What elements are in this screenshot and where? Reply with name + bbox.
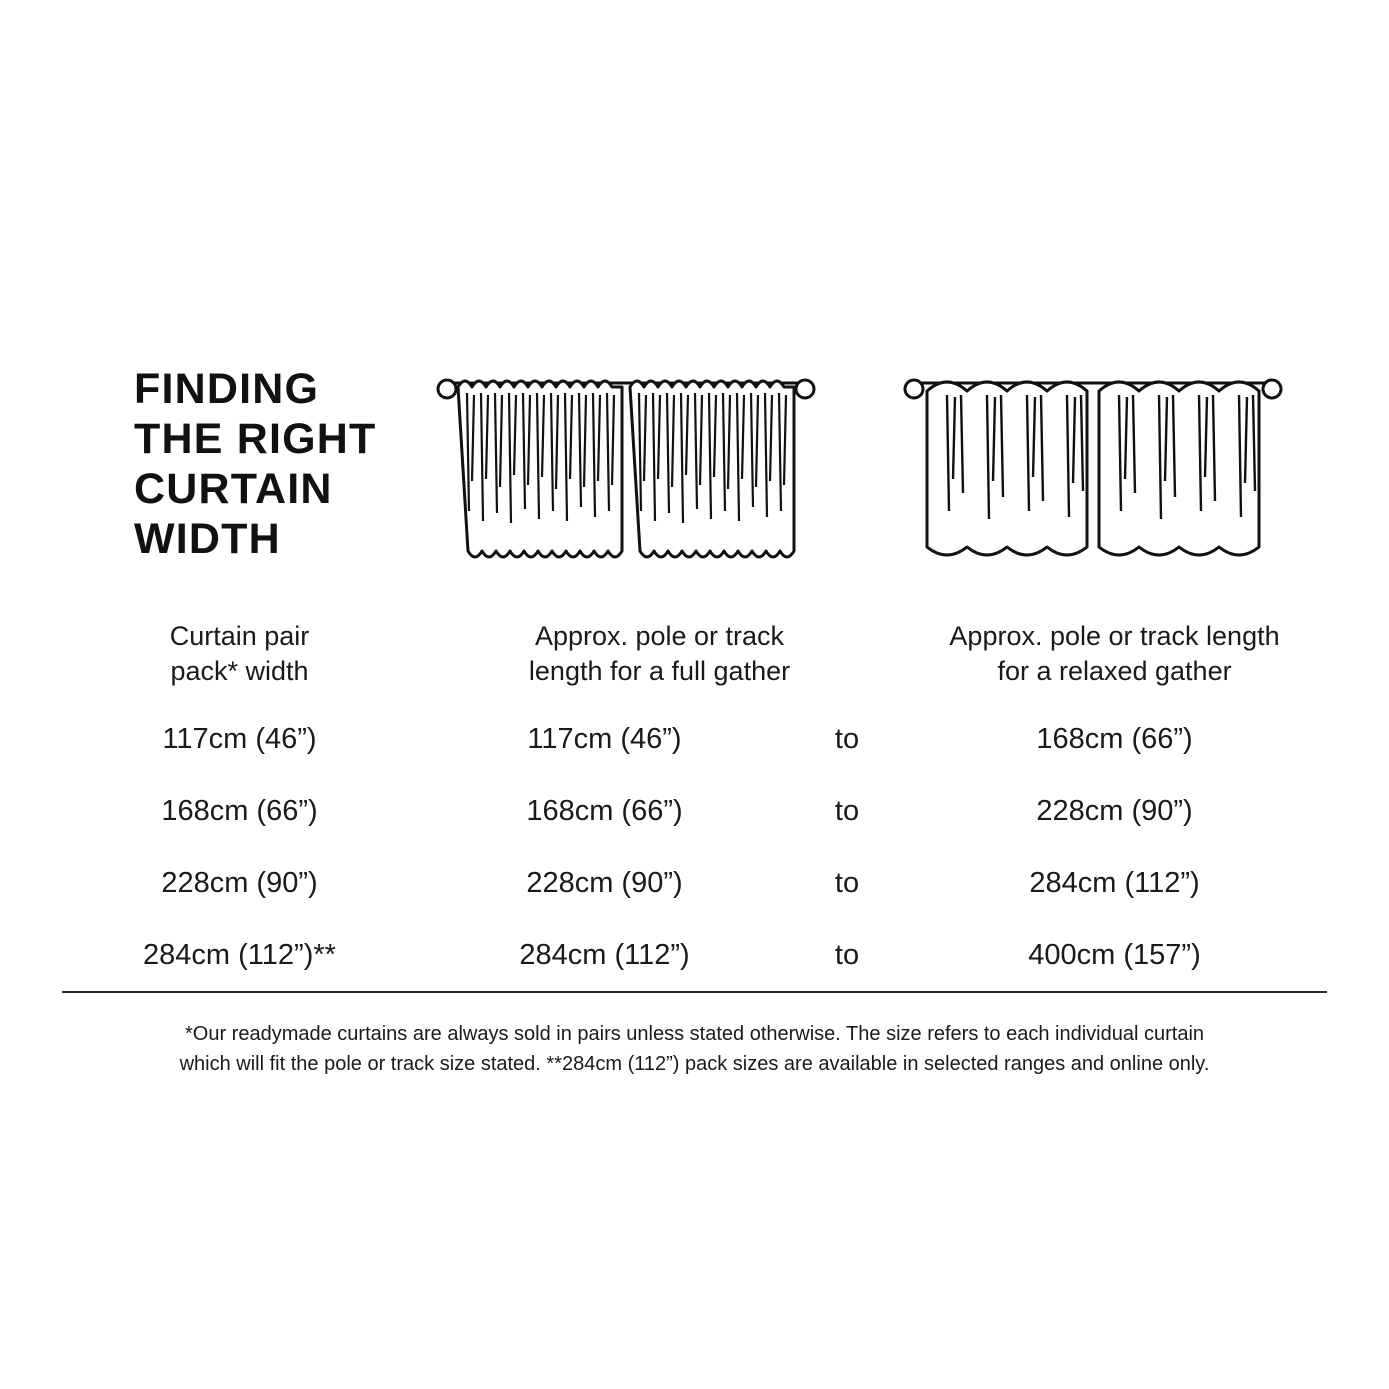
footnote-line-1: *Our readymade curtains are always sold in pairs unless stated otherwise. The size refers to each individual curtain [184,1023,1205,1045]
header-cell-full-gather [417,605,902,703]
table-row [62,703,1327,775]
page-title-line-3: CURTAIN [134,464,333,513]
page-title-line-2: THE RIGHT [134,414,377,463]
header-full-line-2: length for a full gather [528,656,791,686]
cell-full-gather: 284cm (112”) [417,919,792,992]
cell-pack-width: 168cm (66”) [161,794,318,827]
header-cell-pack-width [62,605,417,703]
cell-to: to [792,919,902,992]
header-relaxed-line-2: for a relaxed gather [997,656,1232,686]
page-title-line-4: WIDTH [134,514,281,563]
cell-full-gather: 228cm (90”) [526,866,683,899]
header-row [62,355,1327,605]
header-pack-line-2: pack* width [170,656,309,686]
page-title [62,355,392,565]
table-row [62,919,1327,992]
header-full-line-1: Approx. pole or track [534,621,785,652]
header-relaxed-line-1: Approx. pole or track length [949,621,1280,652]
full-gather-curtain-icon [436,361,816,571]
illustration-group [392,355,1327,571]
cell-pack-width: 228cm (90”) [161,866,318,899]
cell-pack-width: 117cm (46”) [162,722,317,755]
cell-to: to [834,722,860,755]
cell-relaxed-gather: 228cm (90”) [1036,794,1193,827]
content-container [62,355,1327,1079]
cell-full-gather: 117cm (46”) [527,722,682,755]
page-title-line-1: FINDING [134,365,320,413]
cell-full-gather: 168cm (66”) [526,794,683,827]
cell-to: to [834,794,860,827]
footnote-line-2: which will fit the pole or track size stated. **284cm (112”) pack sizes are available in selected ranges and online only. [179,1053,1210,1075]
table-row [62,847,1327,919]
header-cell-relaxed-gather [902,605,1327,703]
curtain-width-table [62,605,1327,993]
footnote [62,1019,1327,1079]
table-row [62,775,1327,847]
relaxed-gather-curtain-icon [903,361,1283,571]
header-pack-line-1: Curtain pair [169,621,310,652]
cell-relaxed-gather: 168cm (66”) [1036,722,1193,755]
table-header-row [62,605,1327,703]
cell-pack-width: 284cm (112”)** [62,919,417,992]
cell-to: to [834,866,860,899]
cell-relaxed-gather: 400cm (157”) [902,919,1327,992]
cell-relaxed-gather: 284cm (112”) [1029,866,1200,899]
